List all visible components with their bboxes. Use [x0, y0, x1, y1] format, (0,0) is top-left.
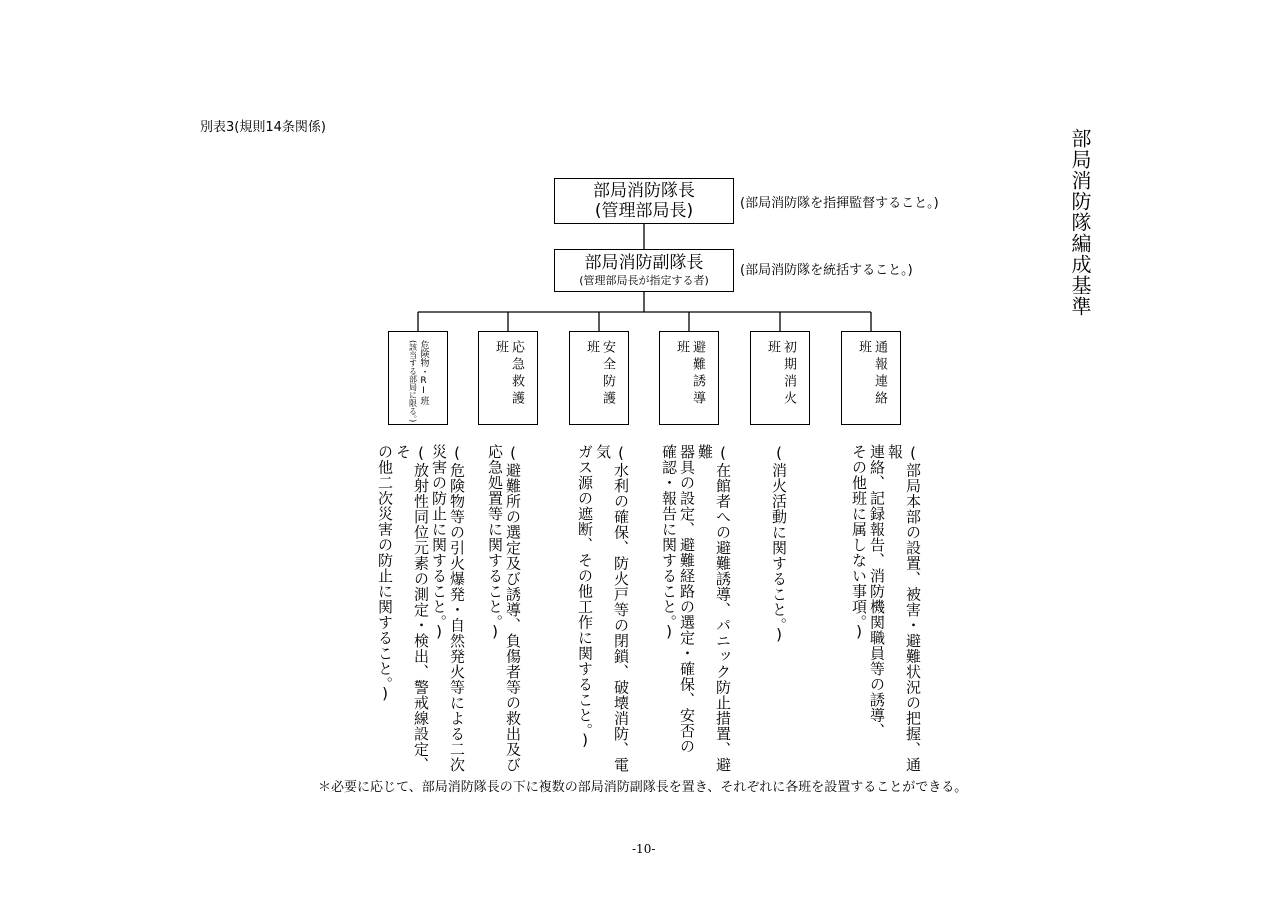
duty-initial-firefighting	[770, 444, 788, 774]
duty-line: 確認・報告に関すること。)	[660, 444, 678, 641]
duty-line: 応急処置等に関すること。)	[486, 444, 504, 641]
duty-notification-liaison	[850, 444, 922, 774]
squad-name: 初期消火班	[765, 340, 796, 408]
duty-first-aid	[486, 444, 522, 774]
squad-first-aid	[478, 331, 538, 425]
duty-line: 災害の防止に関すること。)	[430, 444, 448, 641]
squad-hazmat-ri	[388, 331, 448, 425]
vice-note: (部局消防隊を統括すること。)	[740, 263, 913, 278]
squad-name: 応急救護班	[493, 340, 524, 408]
squad-safety-protection	[569, 331, 629, 425]
chief-box	[554, 178, 734, 224]
duty-line: (放射性同位元素の測定・検出、警戒線設定、そ	[394, 444, 430, 773]
chief-title: 部局消防隊長	[593, 181, 695, 201]
duty-safety-protection	[576, 444, 630, 774]
page-title: 部局消防隊編成基準	[1068, 128, 1092, 317]
squad-name: 安全防護班	[584, 340, 615, 408]
squad-name: 危険物・RI班	[418, 340, 429, 405]
vice-title: 部局消防副隊長	[584, 253, 704, 273]
duty-line: ガス源の遮断、その他工作に関すること。)	[576, 444, 594, 750]
duty-line: の他二次災害の防止に関すること。)	[376, 444, 394, 703]
duty-line: (在館者への避難誘導、パニック防止措置、避難	[696, 444, 732, 773]
duty-line: (水利の確保、防火戸等の閉鎖、破壊消防、電気	[594, 444, 630, 773]
squad-name: 通報連絡班	[856, 340, 887, 408]
duty-line: その他班に属しない事項。)	[850, 444, 868, 641]
squad-name: 避難誘導班	[674, 340, 705, 408]
squad-sub: (該当する部局に限る。)	[408, 340, 418, 423]
duty-line: (避難所の選定及び誘導、負傷者等の救出及び	[504, 444, 522, 773]
squad-evacuation-guidance	[659, 331, 719, 425]
vice-role: (管理部局長が指定する者)	[579, 274, 709, 287]
chief-note: (部局消防隊を指揮監督すること。)	[740, 196, 939, 211]
squad-initial-firefighting	[750, 331, 810, 425]
chief-role: (管理部局長)	[594, 201, 694, 221]
duty-line: (部局本部の設置、被害・避難状況の把握、通報	[886, 444, 922, 773]
duty-hazmat-ri	[376, 444, 466, 774]
vice-box	[554, 249, 734, 292]
duty-line: 器具の設定、避難経路の選定・確保、安否の	[678, 444, 696, 754]
duty-evacuation-guidance	[660, 444, 732, 774]
duty-line: (消火活動に関すること。)	[770, 444, 788, 644]
squad-notification-liaison	[841, 331, 901, 425]
table-label: 別表3(規則14条関係)	[200, 120, 326, 135]
page-number: -10-	[632, 842, 656, 856]
duty-line: 連絡、記録報告、消防機関職員等の誘導、	[868, 444, 886, 739]
duty-line: (危険物等の引火爆発・自然発火等による二次	[448, 444, 466, 773]
footnote: ＊必要に応じて、部局消防隊長の下に複数の部局消防副隊長を置き、それぞれに各班を設置することができる。	[318, 780, 968, 795]
